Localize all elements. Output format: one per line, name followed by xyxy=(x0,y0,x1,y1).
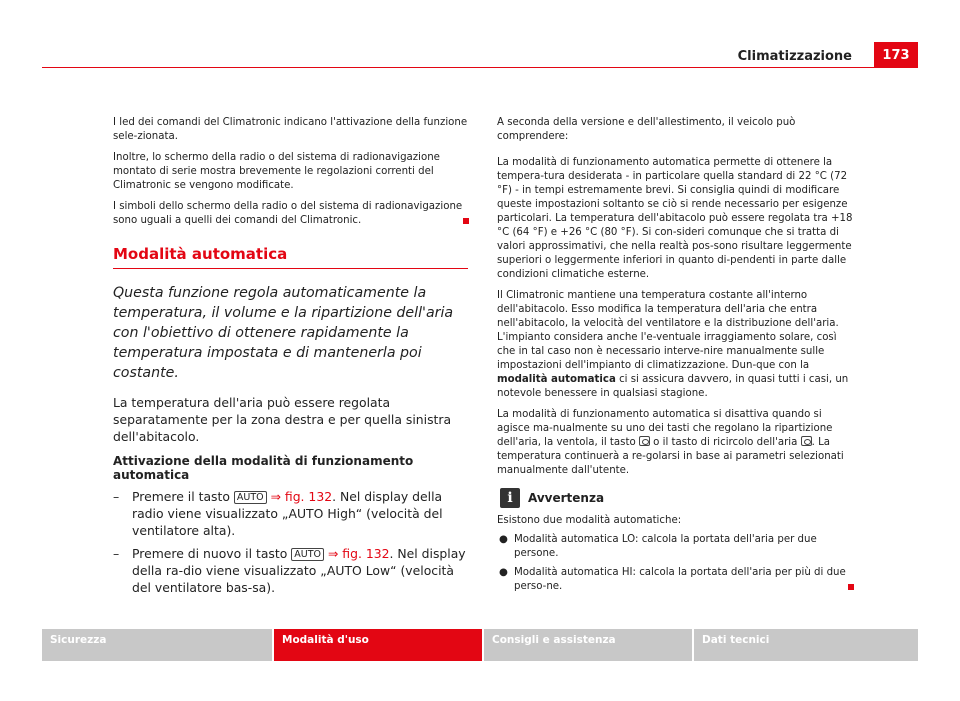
tab-sicurezza[interactable]: Sicurezza xyxy=(42,629,272,661)
step-2: – Premere di nuovo il tasto AUTO ⇒ fig. 132. Nel display della ra-dio viene visualizzato „AUTO Low“ (velocità del ventilatore bas-sa). xyxy=(113,546,466,595)
end-of-section-icon xyxy=(848,584,854,590)
paragraph-climatronic: Il Climatronic mantiene una temperatura costante all'interno dell'abitacolo. Esso modifica la temperatura dell'aria che entra nell'abitacolo, la velocità del ventilatore e la distribuzione dell'aria. L'impianto considera anche l'e-ventuale irraggiamento solare, così che in tal caso non è necessario interve-nire manualmente sulle impostazioni dell'impianto di climatizzazione. Dun-que con la modalità automatica ci si assicura davvero, in quasi tutti i casi, un notevole benessere in qualsiasi stagione. xyxy=(497,290,849,399)
defrost-button-icon xyxy=(639,436,650,446)
figure-link[interactable]: ⇒ fig. 132 xyxy=(266,489,333,504)
step-dash: – xyxy=(113,546,120,561)
left-column xyxy=(113,116,469,596)
right-column xyxy=(497,116,854,594)
step-1: – Premere il tasto AUTO ⇒ fig. 132. Nel display della radio viene visualizzato „AUTO High“ (velocità del ventilatore alta). xyxy=(113,489,443,538)
paragraph-equipment: A seconda della versione e dell'allestimento, il veicolo può comprendere: xyxy=(497,117,796,142)
note-header xyxy=(497,488,854,508)
chapter-title: Climatizzazione xyxy=(737,49,852,64)
bullet-dot: ● xyxy=(499,567,508,578)
list-item: ● Modalità automatica HI: calcola la portata dell'aria per più di due perso-ne. xyxy=(497,566,854,594)
figure-link[interactable]: ⇒ fig. 132 xyxy=(324,546,390,561)
auto-key-icon: AUTO xyxy=(291,548,324,561)
paragraph-symbols: I simboli dello schermo della radio o del sistema di radionavigazione sono uguali a quelli dei comandi del Climatronic. xyxy=(113,200,469,228)
section-intro: Questa funzione regola automaticamente la temperatura, il volume e la ripartizione dell'aria con l'obiettivo di ottenere rapidamente la temperatura impostata e di mantenerla poi costante. xyxy=(113,285,454,381)
list-item: ● Modalità automatica LO: calcola la portata dell'aria per due persone. xyxy=(499,534,817,559)
subheading-activation: Attivazione della modalità di funzionamento automatica xyxy=(113,454,414,482)
air-recirculation-icon xyxy=(801,436,812,446)
page-number: 173 xyxy=(874,42,918,68)
paragraph-radio-display: Inoltre, lo schermo della radio o del sistema di radionavigazione montato di serie mostra brevemente le regolazioni correnti del Climatronic se vengono modificate. xyxy=(113,152,440,191)
paragraph-deactivation: La modalità di funzionamento automatica si disattiva quando si agisce ma-nualmente su uno dei tasti che regolano la ripartizione dell'aria, la ventola, il tasto o il tasto di ricircolo dell'aria . La temperatura continuerà a re-golarsi in base ai parametri selezionati manualmente dall'utente. xyxy=(497,409,844,476)
tab-consigli-assistenza[interactable]: Consigli e assistenza xyxy=(484,629,692,661)
header-rule xyxy=(42,67,874,68)
auto-key-icon: AUTO xyxy=(234,491,267,504)
end-of-section-icon xyxy=(463,218,469,224)
footer-nav xyxy=(42,629,918,661)
step-dash: – xyxy=(113,489,120,504)
section-title: Modalità automatica xyxy=(113,245,468,269)
paragraph-zones: La temperatura dell'aria può essere regolata separatamente per la zona destra e per quella sinistra dell'abitacolo. xyxy=(113,395,452,444)
tab-modalita-uso[interactable]: Modalità d'uso xyxy=(274,629,482,661)
paragraph-auto-temperature: La modalità di funzionamento automatica permette di ottenere la tempera-tura desiderata - in particolare quella standard di 22 °C (72 °F) - in tempi estremamente brevi. Si consiglia quindi di modificare queste impostazioni soltanto se ciò si rende necessario per esigenze particolari. La temperatura dell'abitacolo può essere regolata tra +18 °C (64 °F) e +26 °C (80 °F). Si con-sideri comunque che si tratta di valori approssimativi, che nella realtà pos-sono risultare leggermente superiori o leggermente inferiori in quanto di-pendenti in parte dalle condizioni climatiche esterne. xyxy=(497,157,853,280)
tab-dati-tecnici[interactable]: Dati tecnici xyxy=(694,629,918,661)
paragraph-led: I led dei comandi del Climatronic indicano l'attivazione della funzione sele-zionata. xyxy=(113,117,468,142)
note-label: Avvertenza xyxy=(528,491,605,505)
bullet-dot: ● xyxy=(499,534,508,545)
info-icon: i xyxy=(500,488,520,508)
note-text: Esistono due modalità automatiche: xyxy=(497,515,682,526)
